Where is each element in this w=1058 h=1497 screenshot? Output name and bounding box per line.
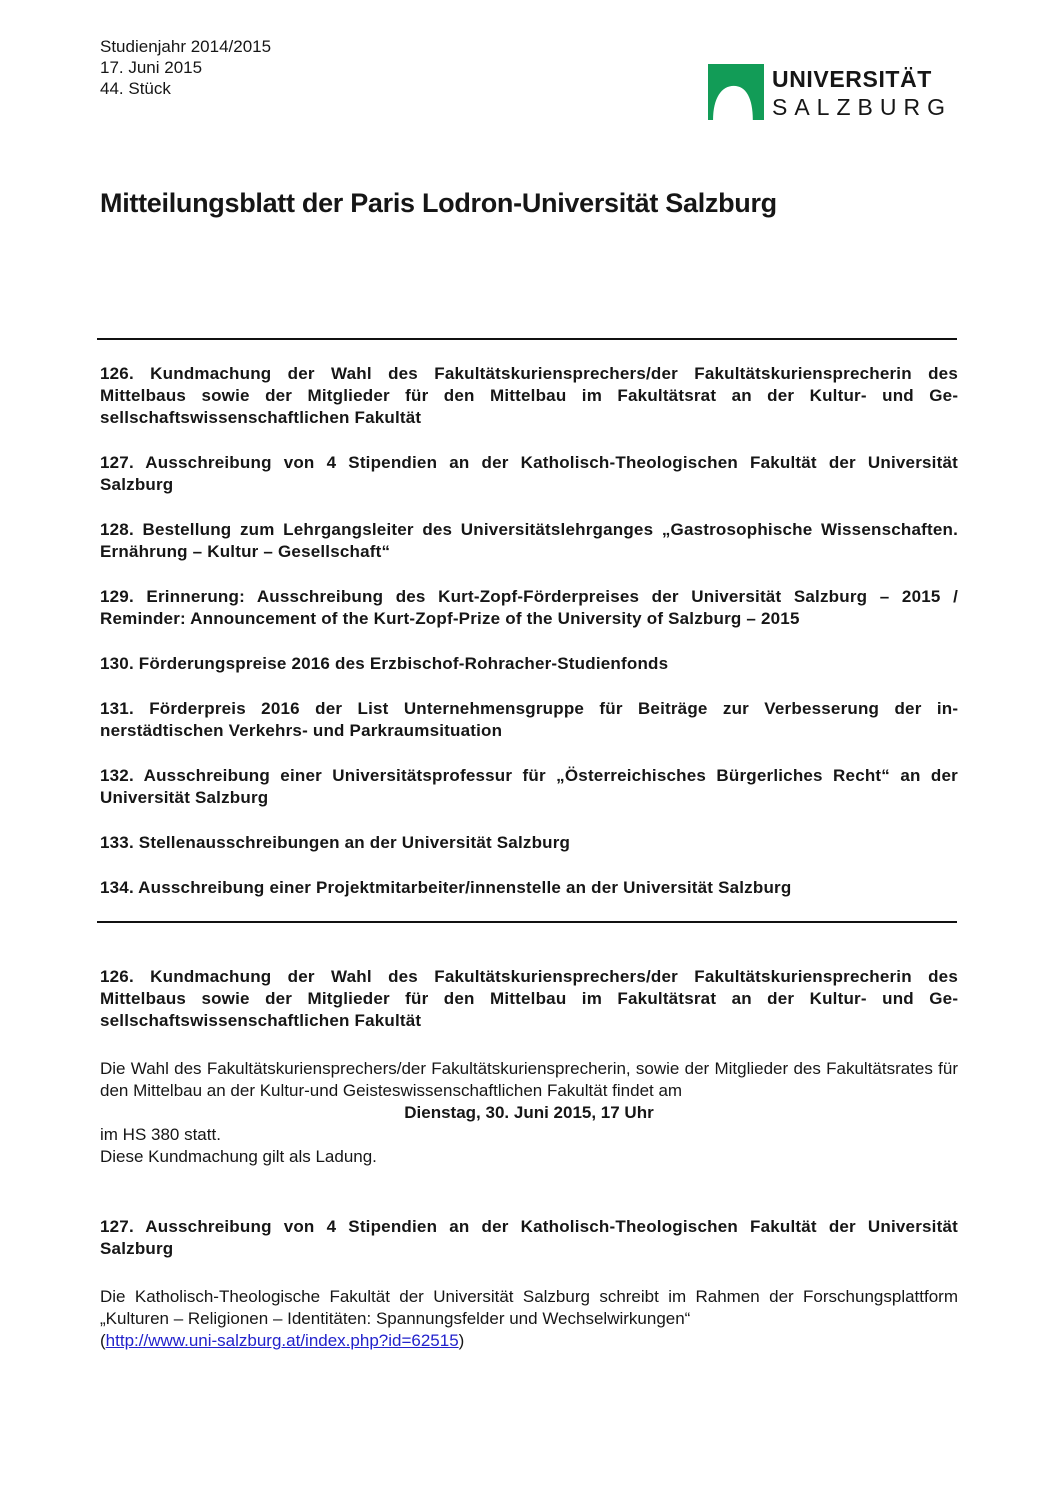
toc-item-127: 127. Ausschreibung von 4 Stipendien an der Katholisch-Theologischen Fakultät der Universität Salzburg: [100, 453, 958, 494]
toc-item-134: 134. Ausschreibung einer Projektmitarbeiter/innenstelle an der Universität Salzburg: [100, 878, 792, 897]
toc-item-131: 131. Förderpreis 2016 der List Unternehmensgruppe für Beiträge zur Verbesserung der innerstädtischen Verkehrs- und Parkraumsituation: [100, 699, 958, 740]
section-127-link-line: [100, 1330, 958, 1352]
section-127: [100, 1216, 958, 1352]
issue-number: 44. Stück: [100, 79, 171, 98]
university-logo: [708, 64, 952, 121]
toc-item-128: 128. Bestellung zum Lehrgangsleiter des Universitätslehrganges „Gastrosophische Wissenschaften. Ernährung – Kultur – Gesellschaft“: [100, 520, 958, 561]
section-126-location-line: im HS 380 statt.: [100, 1125, 221, 1144]
toc-item-133: 133. Stellenausschreibungen an der Universität Salzburg: [100, 833, 571, 852]
logo-arch-icon: [708, 64, 764, 120]
section-126-paragraph: Die Wahl des Fakultätskuriensprechers/der Fakultätskuriensprecherin, sowie der Mitglieder des Fakultätsrates für den Mittelbau an der Kultur-und Geisteswissenschaftlichen Fakultät findet am: [100, 1059, 958, 1100]
logo-text-universitaet: UNIVERSITÄT: [772, 66, 932, 92]
section-127-paragraph: Die Katholisch-Theologische Fakultät der Universität Salzburg schreibt im Rahmen der Forschungsplattform „Kulturen – Religionen – Identitäten: Spannungsfelder und Wechselwirkungen“: [100, 1287, 958, 1328]
issue-info: [100, 36, 271, 99]
divider-bottom: [97, 921, 957, 923]
toc-item-126: 126. Kundmachung der Wahl des Fakultätskuriensprechers/der Fakultätskuriensprecherin des Mittelbaus sowie der Mitglieder für den Mittelbau im Fakultätsrat an der Kultur- und Gesellschaftswissenschaftlichen Fakultät: [100, 364, 958, 427]
section-126-date-line: Dienstag, 30. Juni 2015, 17 Uhr: [404, 1103, 654, 1122]
toc-item-130: 130. Förderungspreise 2016 des Erzbischof-Rohracher-Studienfonds: [100, 654, 669, 673]
page-title: Mitteilungsblatt der Paris Lodron-Universität Salzburg: [100, 188, 777, 218]
issue-studienjahr: Studienjahr 2014/2015: [100, 37, 272, 56]
issue-date: 17. Juni 2015: [100, 58, 203, 77]
section-126-heading: 126. Kundmachung der Wahl des Fakultätskuriensprechers/der Fakultätskuriensprecherin des Mittelbaus sowie der Mitglieder für den Mittelbau im Fakultätsrat an der Kultur- und Gesellschaftswissenschaftlichen Fakultät: [100, 967, 958, 1030]
logo-wordmark: [772, 64, 952, 121]
section-126: [100, 966, 958, 1168]
link-paren-open: (: [100, 1331, 106, 1350]
bulletin-body: [100, 966, 958, 1352]
table-of-contents: [100, 363, 958, 922]
link-paren-close: ): [458, 1331, 465, 1350]
section-126-note-line: Diese Kundmachung gilt als Ladung.: [100, 1147, 377, 1166]
toc-item-129: 129. Erinnerung: Ausschreibung des Kurt-Zopf-Förderpreises der Universität Salzburg – 2015 / Reminder: Announcement of the Kurt-Zopf-Prize of the University of Salzburg – 2015: [100, 587, 958, 628]
toc-item-132: 132. Ausschreibung einer Universitätsprofessur für „Österreichisches Bürgerliches Recht“ an der Universität Salzburg: [100, 766, 958, 807]
section-127-heading: 127. Ausschreibung von 4 Stipendien an der Katholisch-Theologischen Fakultät der Universität Salzburg: [100, 1217, 958, 1258]
divider-top: [97, 338, 957, 340]
section-127-link[interactable]: http://www.uni-salzburg.at/index.php?id=62515: [105, 1331, 459, 1350]
logo-text-salzburg: SALZBURG: [772, 94, 952, 120]
